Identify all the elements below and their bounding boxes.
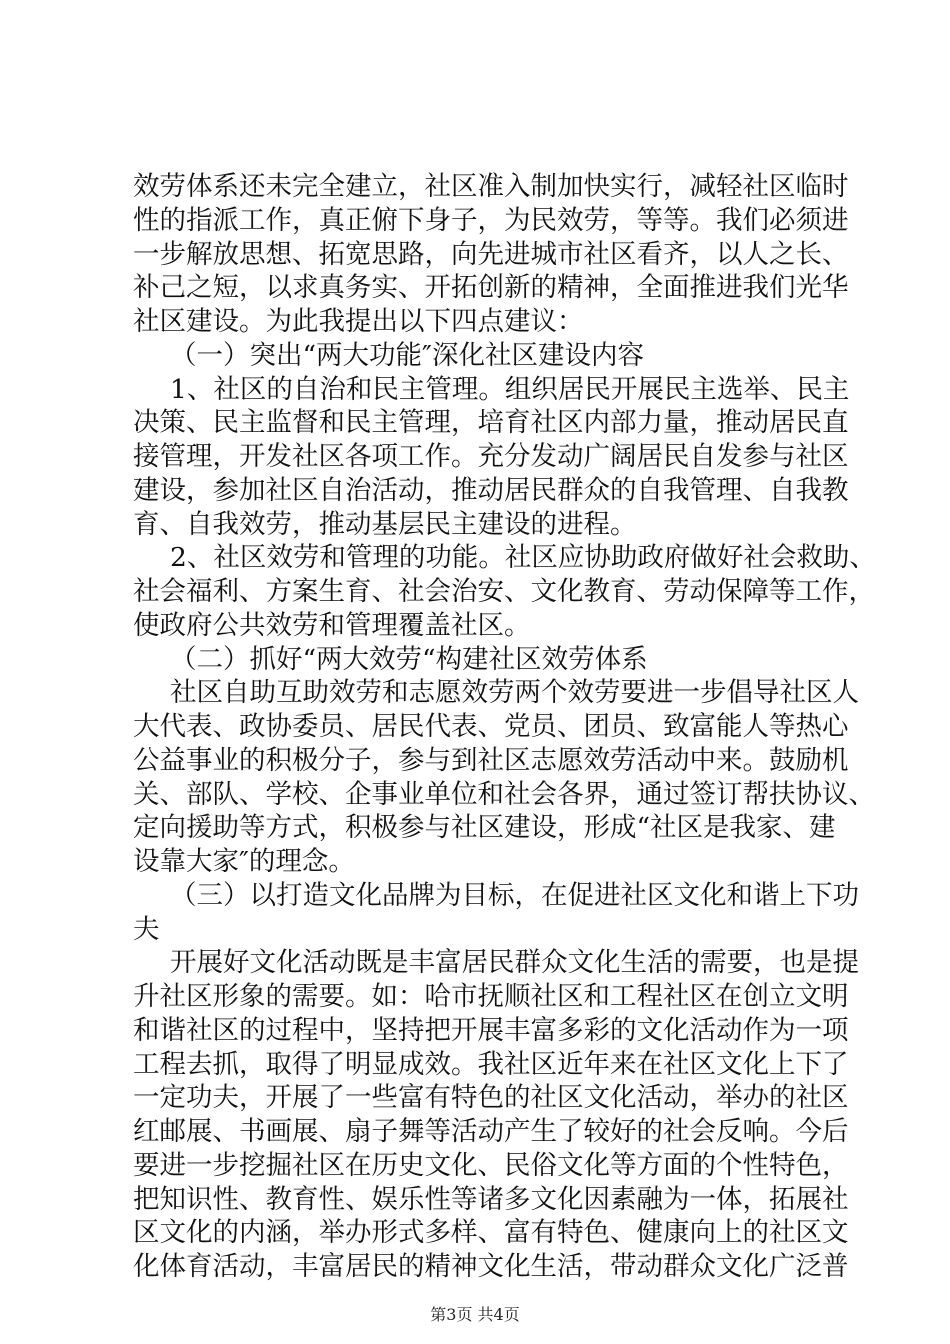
text-line-27: 工程去抓，取得了明显成效。我社区近年来在社区文化上下了 — [133, 1049, 849, 1080]
text-line-16: 社区自助互助效劳和志愿效劳两个效劳要进一步倡导社区人 — [170, 677, 859, 708]
text-line-24: 开展好文化活动既是丰富居民群众文化生活的需要，也是提 — [170, 947, 859, 978]
text-line-11: 育、自我效劳，推动基层民主建设的进程。 — [133, 509, 637, 540]
text-line-20: 定向援助等方式，积极参与社区建设，形成“社区是我家、建 — [133, 812, 836, 843]
text-line-19: 关、部队、学校、企事业单位和社会各界，通过签订帮扶协议、 — [133, 779, 875, 810]
text-line-12: 2、社区效劳和管理的功能。社区应协助政府做好社会救助、 — [170, 542, 876, 573]
text-line-21: 设靠大家″的理念。 — [133, 846, 355, 877]
text-line-2: 性的指派工作，真正俯下身子，为民效劳，等等。我们必须进 — [133, 205, 849, 236]
section-heading-2: （二）抓好“两大效劳“构建社区效劳体系 — [170, 644, 648, 675]
text-line-18: 公益事业的积极分子，参与到社区志愿效劳活动中来。鼓励机 — [133, 745, 849, 776]
text-line-7: 1、社区的自治和民主管理。组织居民开展民主选举、民主 — [170, 374, 850, 405]
text-line-13: 社会福利、方案生育、社会治安、文化教育、劳动保障等工作， — [133, 576, 875, 607]
text-line-8: 决策、民主监督和民主管理，培育社区内部力量，推动居民直 — [133, 407, 849, 438]
text-line-31: 把知识性、教育性、娱乐性等诸多文化因素融为一体，拓展社 — [133, 1184, 849, 1215]
text-line-9: 接管理，开发社区各项工作。充分发动广阔居民自发参与社区 — [133, 441, 849, 472]
text-line-33: 化体育活动，丰富居民的精神文化生活，带动群众文化广泛普 — [133, 1251, 849, 1282]
section-heading-3: （三）以打造文化品牌为目标，在促进社区文化和谐上下功 — [170, 880, 859, 911]
text-line-3: 一步解放思想、拓宽思路，向先进城市社区看齐，以人之长、 — [133, 239, 849, 270]
text-line-26: 和谐社区的过程中，坚持把开展丰富多彩的文化活动作为一项 — [133, 1015, 849, 1046]
text-line-14: 使政府公共效劳和管理覆盖社区。 — [133, 610, 531, 641]
page-number-footer: 第3页 共4页 — [430, 1305, 520, 1324]
text-line-23: 夫 — [133, 914, 160, 945]
text-line-28: 一定功夫，开展了一些富有特色的社区文化活动，举办的社区 — [133, 1082, 849, 1113]
text-line-32: 区文化的内涵，举办形式多样、富有特色、健康向上的社区文 — [133, 1217, 849, 1248]
text-line-29: 红邮展、书画展、扇子舞等活动产生了较好的社会反响。今后 — [133, 1116, 849, 1147]
text-line-30: 要进一步挖掘社区在历史文化、民俗文化等方面的个性特色， — [133, 1150, 849, 1181]
text-line-17: 大代表、政协委员、居民代表、党员、团员、致富能人等热心 — [133, 711, 849, 742]
text-line-25: 升社区形象的需要。如：哈市抚顺社区和工程社区在创立文明 — [133, 981, 849, 1012]
text-line-10: 建设，参加社区自治活动，推动居民群众的自我管理、自我教 — [133, 475, 849, 506]
text-line-4: 补己之短，以求真务实、开拓创新的精神，全面推进我们光华 — [133, 272, 849, 303]
text-line-1: 效劳体系还未完全建立，社区准入制加快实行，减轻社区临时 — [133, 171, 849, 202]
section-heading-1: （一）突出“两大功能″深化社区建设内容 — [170, 340, 644, 371]
text-line-5: 社区建设。为此我提出以下四点建议： — [133, 306, 584, 337]
